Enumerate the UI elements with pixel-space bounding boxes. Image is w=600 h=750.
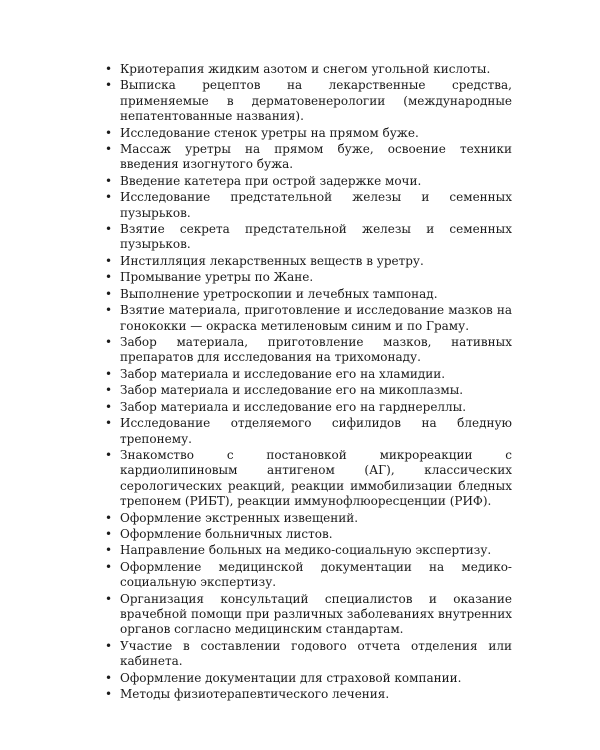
- list-item-text: Исследование предстательной железы и семенных пузырьков.: [120, 190, 512, 220]
- bullet-icon: •: [105, 303, 113, 318]
- bullet-icon: •: [105, 448, 113, 463]
- bullet-icon: •: [105, 335, 113, 350]
- list-item-text: Выполнение уретроскопии и лечебных тампонад.: [120, 286, 438, 301]
- procedure-list: [104, 62, 512, 704]
- list-item: [104, 367, 512, 382]
- list-item: [104, 671, 512, 686]
- bullet-icon: •: [105, 383, 113, 398]
- list-item: [104, 448, 512, 509]
- bullet-icon: •: [105, 638, 113, 653]
- list-item: [104, 527, 512, 542]
- list-item-text: Промывание уретры по Жане.: [120, 270, 314, 285]
- list-item-text: Оформление больничных листов.: [120, 526, 333, 541]
- list-item: [104, 335, 512, 366]
- list-item-text: Инстилляция лекарственных веществ в уретру.: [120, 253, 424, 268]
- bullet-icon: •: [105, 190, 113, 205]
- bullet-icon: •: [105, 142, 113, 157]
- list-item: [104, 303, 512, 334]
- list-item: [104, 222, 512, 253]
- list-item: [104, 543, 512, 558]
- list-item: [104, 400, 512, 415]
- list-item-text: Исследование стенок уретры на прямом буже.: [120, 125, 419, 140]
- list-item: [104, 687, 512, 702]
- list-item-text: Оформление документации для страховой компании.: [120, 670, 462, 685]
- bullet-icon: •: [105, 670, 113, 685]
- bullet-icon: •: [105, 125, 113, 140]
- bullet-icon: •: [105, 591, 113, 606]
- list-item-text: Исследование отделяемого сифилидов на бледную трепонему.: [120, 416, 512, 446]
- list-item-text: Участие в составлении годового отчета отделения или кабинета.: [120, 638, 512, 669]
- bullet-icon: •: [105, 253, 113, 268]
- bullet-icon: •: [105, 416, 113, 431]
- list-item: [104, 126, 512, 141]
- list-item-text: Забор материала, приготовление мазков, нативных препаратов для исследования на трихомонаду.: [120, 335, 512, 365]
- bullet-icon: •: [105, 399, 113, 414]
- list-item-text: Массаж уретры на прямом буже, освоение техники введения изогнутого бужа.: [120, 142, 512, 172]
- bullet-icon: •: [105, 543, 113, 558]
- list-item-text: Забор материала и исследование его на микоплазмы.: [120, 383, 464, 398]
- list-item-text: Забор материала и исследование его на гарднереллы.: [120, 399, 467, 414]
- bullet-icon: •: [105, 173, 113, 188]
- list-item-text: Выписка рецептов на лекарственные средства, применяемые в дерматовенерологии (международные непатентованные названия).: [120, 78, 512, 124]
- list-item-text: Введение катетера при острой задержке мочи.: [120, 173, 422, 188]
- list-item-text: Знакомство с постановкой микрореакции с кардиолипиновым антигеном (АГ), классических серологических реакций, реакции иммобилизации бледных трепонем (РИБТ), реакции иммунофлюоресценции (РИФ).: [120, 448, 512, 509]
- list-item: [104, 174, 512, 189]
- bullet-icon: •: [105, 687, 113, 702]
- list-item: [104, 142, 512, 173]
- list-item-text: Направление больных на медико-социальную экспертизу.: [120, 543, 492, 558]
- list-item: [104, 78, 512, 124]
- bullet-icon: •: [105, 270, 113, 285]
- list-item-text: Методы физиотерапевтического лечения.: [120, 687, 390, 702]
- list-item-text: Организация консультаций специалистов и оказание врачебной помощи при различных заболеваниях внутренних органов согласно медицинским стандартам.: [120, 591, 512, 637]
- list-item: [104, 270, 512, 285]
- bullet-icon: •: [105, 62, 113, 76]
- list-item-text: Взятие секрета предстательной железы и семенных пузырьков.: [120, 222, 512, 252]
- bullet-icon: •: [105, 559, 113, 574]
- list-item: [104, 592, 512, 638]
- list-item: [104, 511, 512, 526]
- list-item: [104, 383, 512, 398]
- bullet-icon: •: [105, 78, 113, 93]
- list-item-text: Взятие материала, приготовление и исследование мазков на гонококки — окраска метиленовым синим и по Граму.: [120, 303, 512, 333]
- bullet-icon: •: [105, 510, 113, 525]
- list-item: [104, 254, 512, 269]
- list-item-text: Оформление медицинской документации на медико-социальную экспертизу.: [120, 559, 512, 590]
- list-item-text: Оформление экстренных извещений.: [120, 510, 359, 525]
- bullet-icon: •: [105, 286, 113, 301]
- list-item-text: Криотерапия жидким азотом и снегом угольной кислоты.: [120, 62, 491, 76]
- bullet-icon: •: [105, 526, 113, 541]
- list-item: [104, 190, 512, 221]
- list-item: [104, 62, 512, 77]
- bullet-icon: •: [105, 366, 113, 381]
- list-item-text: Забор материала и исследование его на хламидии.: [120, 366, 446, 381]
- bullet-icon: •: [105, 222, 113, 237]
- list-item: [104, 287, 512, 302]
- list-item: [104, 639, 512, 670]
- list-item: [104, 560, 512, 591]
- list-item: [104, 416, 512, 447]
